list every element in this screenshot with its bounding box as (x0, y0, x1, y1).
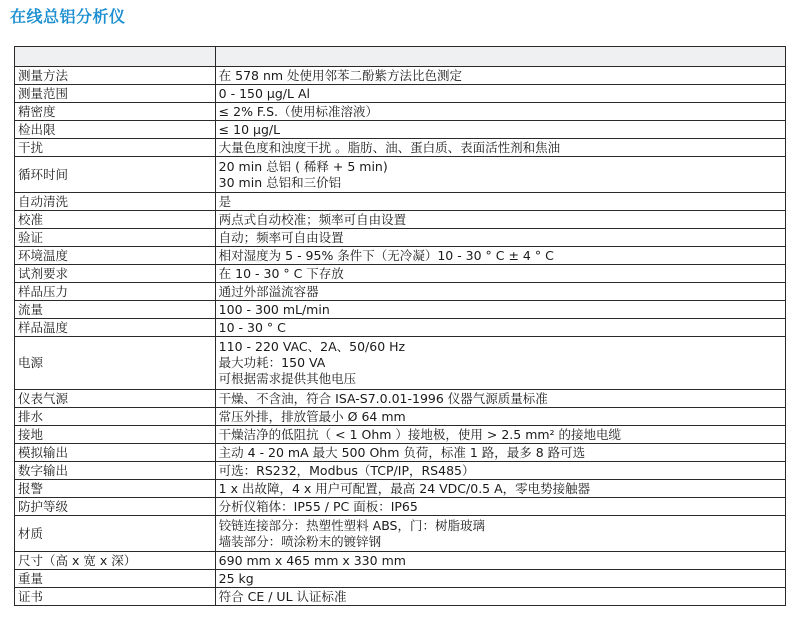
spec-value (215, 139, 785, 157)
table-row (15, 480, 786, 498)
spec-value-line: ≤ 10 µg/L (218, 121, 281, 137)
spec-label: 环境温度 (15, 247, 216, 265)
spec-label: 报警 (15, 480, 216, 498)
table-row (15, 283, 786, 301)
table-row (15, 139, 786, 157)
spec-label: 精密度 (15, 103, 216, 121)
spec-label: 材质 (15, 516, 216, 552)
spec-value-line: 两点式自动校准；频率可自由设置 (218, 211, 407, 227)
spec-value-line: 相对湿度为 5 - 95% 条件下（无冷凝）10 - 30 ° C ± 4 ° C (218, 247, 554, 263)
spec-value-line: 常压外排，排放管最小 Ø 64 mm (218, 408, 406, 424)
table-row (15, 462, 786, 480)
spec-value-line: 20 min 总铝 ( 稀释 + 5 min) (218, 158, 388, 174)
spec-value (215, 247, 785, 265)
spec-value-line: 铰链连接部分：热塑性塑料 ABS，门：树脂玻璃 (218, 517, 485, 533)
spec-label: 测量范围 (15, 85, 216, 103)
spec-value (215, 157, 785, 193)
spec-value (215, 552, 785, 570)
table-row (15, 229, 786, 247)
spec-value-line: 在 10 - 30 ° C 下存放 (218, 265, 344, 281)
table-row (15, 301, 786, 319)
spec-label: 干扰 (15, 139, 216, 157)
spec-label: 排水 (15, 408, 216, 426)
table-row (15, 390, 786, 408)
spec-value (215, 408, 785, 426)
spec-value-line: 干燥、不含油，符合 ISA-S7.0.01-1996 仪器气源质量标准 (218, 390, 548, 406)
spec-value (215, 498, 785, 516)
spec-value (215, 570, 785, 588)
spec-value (215, 588, 785, 606)
spec-value (215, 319, 785, 337)
spec-value-line: 可根据需求提供其他电压 (218, 371, 357, 386)
spec-value (215, 211, 785, 229)
spec-value-line: ≤ 2% F.S.（使用标准溶液） (218, 103, 378, 119)
table-row (15, 85, 786, 103)
table-row (15, 157, 786, 193)
spec-label: 电源 (15, 337, 216, 390)
spec-label: 循环时间 (15, 157, 216, 193)
spec-value (215, 193, 785, 211)
spec-label: 防护等级 (15, 498, 216, 516)
spec-value-line: 可选：RS232，Modbus（TCP/IP，RS485） (218, 462, 475, 478)
table-row (15, 588, 786, 606)
spec-value-line: 110 - 220 VAC、2A、50/60 Hz (218, 339, 406, 354)
spec-value-line: 墙装部分：喷涂粉末的镀锌钢 (218, 533, 382, 549)
spec-label: 校准 (15, 211, 216, 229)
spec-value (215, 337, 785, 390)
spec-value-line: 大量色度和浊度干扰 。脂肪、油、蛋白质、表面活性剂和焦油 (218, 139, 561, 155)
table-row (15, 319, 786, 337)
spec-value-line: 是 (218, 193, 232, 209)
spec-value-line: 分析仪箱体：IP55 / PC 面板：IP65 (218, 498, 418, 514)
table-header-row (15, 47, 786, 67)
spec-value (215, 67, 785, 85)
spec-value (215, 480, 785, 498)
spec-value-line: 自动；频率可自由设置 (218, 229, 344, 245)
spec-value-line: 符合 CE / UL 认证标准 (218, 588, 347, 604)
spec-label: 数字输出 (15, 462, 216, 480)
spec-value (215, 301, 785, 319)
spec-value (215, 85, 785, 103)
table-row (15, 498, 786, 516)
spec-value-line: 最大功耗：150 VA (218, 355, 326, 370)
table-row (15, 67, 786, 85)
page-title: 在线总铝分析仪 (10, 7, 126, 26)
table-row (15, 247, 786, 265)
spec-label: 自动清洗 (15, 193, 216, 211)
spec-label: 验证 (15, 229, 216, 247)
table-row (15, 211, 786, 229)
table-row (15, 570, 786, 588)
spec-value-line: 1 x 出故障，4 x 用户可配置，最高 24 VDC/0.5 A，零电势接触器 (218, 480, 591, 496)
table-row (15, 121, 786, 139)
spec-value (215, 516, 785, 552)
table-row (15, 337, 786, 390)
spec-value-line: 在 578 nm 处使用邻苯二酚紫方法比色测定 (218, 67, 463, 83)
spec-value-line: 0 - 150 µg/L Al (218, 85, 310, 101)
spec-label: 样品温度 (15, 319, 216, 337)
spec-label: 模拟输出 (15, 444, 216, 462)
spec-value-line: 通过外部溢流容器 (218, 283, 319, 299)
header-value-cell (215, 47, 785, 67)
spec-value-line: 10 - 30 ° C (218, 319, 286, 335)
spec-value-line: 100 - 300 mL/min (218, 301, 330, 317)
spec-value (215, 283, 785, 301)
table-row (15, 408, 786, 426)
spec-value-line: 30 min 总铝和三价铝 (218, 174, 342, 190)
spec-label: 仪表气源 (15, 390, 216, 408)
spec-value-line: 主动 4 - 20 mA 最大 500 Ohm 负荷，标准 1 路，最多 8 路可选 (218, 444, 586, 460)
table-row (15, 426, 786, 444)
table-row (15, 193, 786, 211)
spec-label: 流量 (15, 301, 216, 319)
spec-label: 样品压力 (15, 283, 216, 301)
table-row (15, 552, 786, 570)
spec-label: 检出限 (15, 121, 216, 139)
table-row (15, 265, 786, 283)
spec-label: 测量方法 (15, 67, 216, 85)
spec-value (215, 444, 785, 462)
table-row (15, 103, 786, 121)
table-row (15, 516, 786, 552)
spec-value-line: 干燥洁净的低阻抗（ < 1 Ohm ）接地极，使用 > 2.5 mm² 的接地电缆 (218, 426, 622, 442)
spec-label: 尺寸（高 x 宽 x 深） (15, 552, 216, 570)
spec-value (215, 229, 785, 247)
spec-table (14, 46, 786, 606)
spec-label: 重量 (15, 570, 216, 588)
spec-value (215, 103, 785, 121)
table-row (15, 444, 786, 462)
spec-value (215, 265, 785, 283)
spec-label: 试剂要求 (15, 265, 216, 283)
spec-label: 证书 (15, 588, 216, 606)
spec-value (215, 121, 785, 139)
spec-value (215, 426, 785, 444)
spec-label: 接地 (15, 426, 216, 444)
spec-value-line: 25 kg (218, 570, 254, 586)
spec-value (215, 462, 785, 480)
spec-value-line: 690 mm x 465 mm x 330 mm (218, 552, 406, 568)
spec-value (215, 390, 785, 408)
header-label-cell (15, 47, 216, 67)
